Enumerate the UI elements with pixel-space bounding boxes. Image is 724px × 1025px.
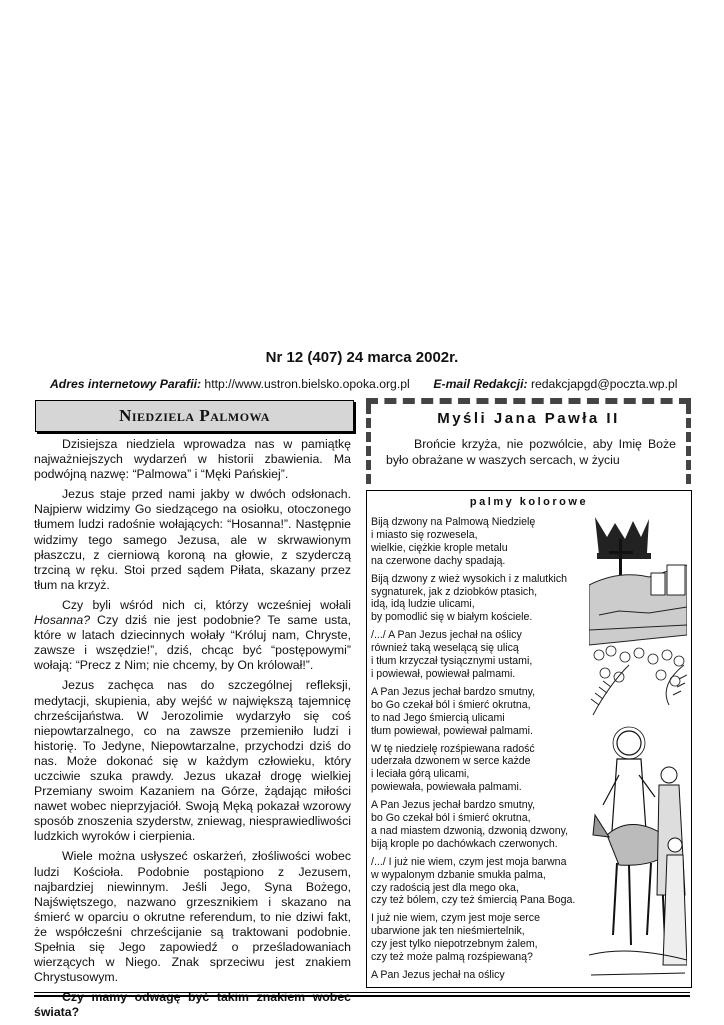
poem-stanza xyxy=(371,686,601,738)
poem-line: czy jest tylko niepotrzebnym żalem, xyxy=(371,938,538,951)
poem-text xyxy=(371,516,601,987)
poem-box xyxy=(366,490,692,988)
email-label: E-mail Redakcji: xyxy=(433,377,528,391)
poem-line: to nad Jego śmiercią ulicami xyxy=(371,711,505,724)
article-paragraph xyxy=(34,598,351,673)
poem-line: a nad miastem dzwonią, dzwonią dzwony, xyxy=(371,824,569,837)
paragraph-text: Czy byli wśród nich ci, którzy wcześniej wołali xyxy=(62,597,351,612)
poem-line: czy też bólem, czy też śmiercią Pana Boga. xyxy=(371,894,576,907)
poem-stanza xyxy=(371,912,601,964)
parish-url[interactable]: http://www.ustron.bielsko.opoka.org.pl xyxy=(204,377,410,391)
thoughts-quote: Brońcie krzyża, nie pozwólcie, aby Imię Boże było obrażane w waszych sercach, w życiu xyxy=(386,437,676,467)
poem-line: biją krople po dachówkach czerwonych. xyxy=(371,837,558,850)
dashed-frame xyxy=(366,398,691,404)
thoughts-box xyxy=(366,398,691,484)
poem-line: sygnaturek, jak z dziobków ptasich, xyxy=(371,585,538,598)
poem-line: idą, idą ludzie ulicami, xyxy=(371,598,475,611)
poem-line: A Pan Jezus jechał na oślicy xyxy=(371,969,505,981)
article-body xyxy=(34,437,351,1025)
issue-number: Nr 12 (407) 24 marca 2002r. xyxy=(265,349,459,366)
email-address[interactable]: redakcjapgd@poczta.wp.pl xyxy=(530,377,678,391)
poem-line: i leciała górą ulicami, xyxy=(371,768,470,781)
poem-line: na czerwone dachy spadają. xyxy=(371,554,506,567)
poem-line: A Pan Jezus jechał bardzo smutny, xyxy=(371,799,536,812)
poem-line: wielkie, ciężkie krople metalu xyxy=(371,541,508,554)
article-paragraph: Dzisiejsza niedziela wprowadza nas w pamiątkę najważniejszych wydarzeń w historii zbawienia. Ma podwójną nazwę: “Palmowa” i “Męki Pańskiej”. xyxy=(34,437,351,482)
article-title: Niedziela Palmowa xyxy=(35,400,354,432)
poem-stanza xyxy=(371,516,601,568)
article-paragraph: Jezus staje przed nami jakby w dwóch odsłonach. Najpierw widzimy Go siedzącego na osiołku, otoczonego tłumem ludzi radośnie wołających: “Hosanna!”. Następnie widzimy tego samego Jezusa, ale w skrwawionym płaszczu, z cierniową koroną na głowie, z szyderczą trzciną w ręku. Stoi przed sądem Piłata, skazany przez tłum na krzyż. xyxy=(34,487,351,592)
parish-address-label: Adres internetowy Parafii: xyxy=(50,377,202,391)
poem-line: i tłum krzyczał tysiącznymi ustami, xyxy=(371,655,533,668)
poem-line: tłum powiewał, powiewał palmami. xyxy=(371,724,533,737)
poem-title: palmy kolorowe xyxy=(469,496,589,508)
poem-line: Biją dzwony na Palmową Niedzielę xyxy=(371,516,536,528)
poem-line: A Pan Jezus jechał bardzo smutny, xyxy=(371,685,536,698)
poem-line: uderzała dzwonem w serce każde xyxy=(371,755,531,768)
poem-stanza xyxy=(371,573,601,625)
article-paragraph: Jezus zachęca nas do szczególnej refleksji, medytacji, skupienia, aby wejść w największą tajemnicę chrześcijaństwa. W Jerozolimie wydarzyło się coś niepowtarzalnego, co na zawsze przemieniło ludzi i historię. To Jedyne, Niepowtarzalne, przychodzi dziś do nas. Może dokonać się w każdym człowieku, który uczciwie szuka prawdy. Jezus ukazał drogę wielkiej Przemiany swoim Kazaniem na Górze, żądając miłości nawet wobec nieprzyjaciół. Swoją Męką pokazał wzorowy sposób znoszenia szyderstw, zniewag, niesprawiedliwości ludzkich wyroków i cierpienia. xyxy=(34,678,351,844)
poem-line: czy też może palmą rozśpiewaną? xyxy=(371,951,533,964)
poem-line: bo Go czekał ból i śmierć okrutna, xyxy=(371,698,531,711)
poem-line: W tę niedzielę rozśpiewana radość xyxy=(371,742,535,755)
poem-line: I już nie wiem, czym jest moje serce xyxy=(371,912,540,925)
paragraph-text: Czy dziś nie jest podobnie? Te same usta, które w latach dziecinnych wołały “Króluj nam, Chryste, zawsze i wszędzie!”, dziś, chcąc być “postępowymi” wołają: “Precz z Nim; nie chcemy, by On królował!”. xyxy=(34,613,351,673)
poem-line: Biją dzwony z wież wysokich i z malutkich xyxy=(371,572,568,585)
poem-line: również taką weselącą się ulicą xyxy=(371,642,519,655)
address-line xyxy=(50,377,690,391)
poem-line: ubarwione jak ten nieśmiertelnik, xyxy=(371,925,525,938)
poem-line: i miasto się rozwesela, xyxy=(371,528,478,541)
poem-line: powiewała, powiewała palmami. xyxy=(371,781,522,794)
poem-stanza xyxy=(371,799,601,851)
poem-line: /.../ A Pan Jezus jechał na oślicy xyxy=(371,629,522,642)
bottom-rule xyxy=(34,995,690,997)
poem-line: czy radością jest dla mego oka, xyxy=(371,881,519,894)
poem-stanza xyxy=(371,856,601,908)
poem-line: w wypalonym dzbanie smukła palma, xyxy=(371,868,546,881)
bottom-rule xyxy=(34,992,690,993)
poem-line: bo Go czekał ból i śmierć okrutna, xyxy=(371,812,531,825)
closing-question: Czy mamy odwagę być takim znakiem wobec świata? xyxy=(34,990,351,1020)
poem-line: /.../ I już nie wiem, czym jest moja barwna xyxy=(371,855,567,868)
palm-sunday-illustration xyxy=(589,515,687,985)
poem-line: by pomodlić się w białym kościele. xyxy=(371,611,533,624)
poem-stanza xyxy=(371,969,601,982)
poem-line: i powiewał, powiewał palmami. xyxy=(371,667,516,680)
article-paragraph: Wiele można usłyszeć oskarżeń, złośliwości wobec ludzi Kościoła. Podobnie postąpiono z Jezusem, najbardziej niewinnym. Jeśli Jego, Syna Bożego, Najświętszego, nazwano grzesznikiem i skazano na śmierć w oparciu o okrutne referendum, to nie dziwi fakt, że współcześni chrześcijanie są traktowani podobnie. Spełnia się Jego zapowiedź o prześladowaniach wierzących w Niego. Znak sprzeciwu jest znakiem Chrystusowym. xyxy=(34,849,351,985)
thoughts-title: Myśli Jana Pawła II xyxy=(437,410,620,427)
paragraph-italic: Hosanna? xyxy=(34,613,91,628)
poem-stanza xyxy=(371,743,601,795)
poem-stanza xyxy=(371,629,601,681)
